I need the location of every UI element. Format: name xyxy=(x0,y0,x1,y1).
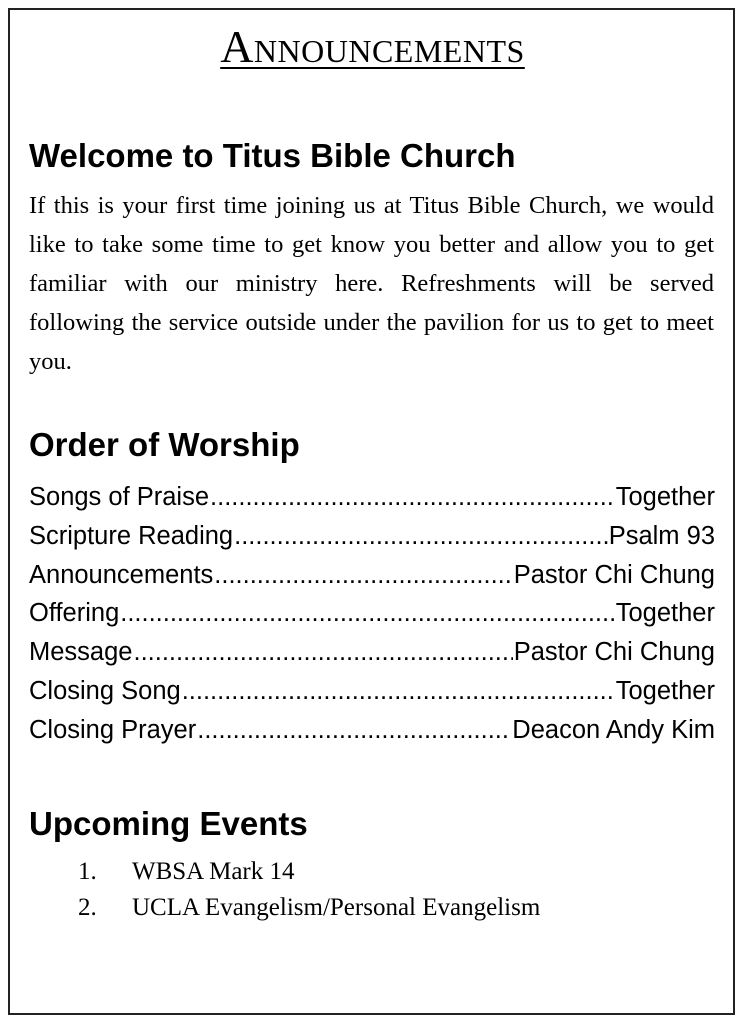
worship-row-announcements xyxy=(29,556,715,595)
worship-item: Songs of Praise xyxy=(29,483,210,511)
worship-item: Message xyxy=(29,638,133,667)
dot-leader xyxy=(214,556,512,595)
dot-leader xyxy=(182,672,615,711)
worship-row-songs-of-praise xyxy=(29,478,715,517)
welcome-paragraph: If this is your first time joining us at Titus Bible Church, we would like to take some time to get know you better and allow you to get familiar with our ministry here. Refreshments will be served following the service outside under the pavilion for us to get to meet you. xyxy=(29,192,714,375)
order-of-worship-heading: Order of Worship xyxy=(29,426,300,463)
worship-leader: Pastor Chi Chung xyxy=(513,638,715,667)
worship-item: Closing Song xyxy=(29,676,181,705)
dot-leader xyxy=(210,478,615,517)
event-item xyxy=(78,854,540,890)
welcome-heading: Welcome to Titus Bible Church xyxy=(29,137,516,174)
worship-leader: Pastor Chi Chung xyxy=(513,560,715,589)
dot-leader xyxy=(234,517,608,556)
worship-leader: Together xyxy=(615,676,715,705)
dot-leader xyxy=(197,711,511,750)
title-container xyxy=(0,22,745,72)
event-text: WBSA Mark 14 xyxy=(132,858,295,885)
upcoming-events-heading: Upcoming Events xyxy=(29,805,308,842)
dot-leader xyxy=(133,633,512,672)
worship-row-closing-song xyxy=(29,672,715,711)
worship-row-message xyxy=(29,633,715,672)
order-of-worship-list xyxy=(29,478,715,750)
worship-item: Scripture Reading xyxy=(29,521,234,550)
upcoming-events-list xyxy=(78,854,540,926)
event-number: 1. xyxy=(78,858,97,885)
event-item xyxy=(78,890,540,926)
worship-leader: Together xyxy=(615,599,715,628)
worship-row-scripture-reading xyxy=(29,517,715,556)
worship-leader: Deacon Andy Kim xyxy=(512,715,715,744)
worship-item: Offering xyxy=(29,599,120,628)
worship-row-closing-prayer xyxy=(29,711,715,750)
worship-item: Closing Prayer xyxy=(29,715,197,744)
worship-leader: Psalm 93 xyxy=(608,521,715,550)
worship-row-offering xyxy=(29,594,715,633)
event-text: UCLA Evangelism/Personal Evangelism xyxy=(132,894,541,921)
event-number: 2. xyxy=(78,894,97,921)
dot-leader xyxy=(120,594,615,633)
worship-leader: Together xyxy=(615,483,715,511)
worship-item: Announcements xyxy=(29,560,214,589)
page-title: Announcements xyxy=(220,21,525,72)
